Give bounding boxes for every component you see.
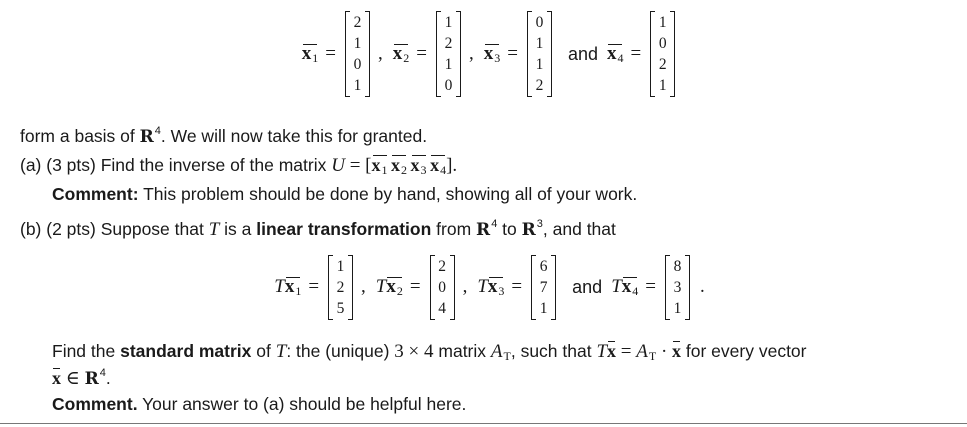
vector-symbol: $x_4$ [606, 42, 624, 65]
basis-vector-2: $x_2$ = 1 2 1 0 , [393, 11, 484, 97]
matrix-entry: 8 [673, 257, 682, 275]
intro-line: form a basis of $R^4$. We will now take this for granted. [20, 125, 428, 147]
matrix-entry: 0 [535, 14, 544, 31]
matrix-entry: 1 [535, 35, 544, 52]
bottom-divider [0, 423, 967, 424]
matrix-entry: 4 [438, 299, 446, 317]
matrix-entry: 1 [444, 14, 453, 31]
matrix-entry: 1 [673, 299, 682, 317]
matrix-entry: 5 [336, 299, 345, 317]
matrix-entry: 2 [336, 278, 345, 296]
column-matrix [527, 11, 552, 97]
and-word: and [567, 43, 598, 64]
part-a-comment: Comment: This problem should be done by hand, showing all of your work. [52, 184, 638, 204]
column-matrix [328, 255, 353, 320]
matrix-entry: 1 [353, 77, 362, 94]
matrix-entry: 6 [539, 257, 548, 275]
vector-symbol: $x_2$ [392, 42, 410, 65]
matrix-entry: 2 [535, 77, 544, 94]
matrix-entry: 1 [658, 14, 667, 31]
image-vector-3: T $x_3$ = 6 7 1 [477, 255, 558, 320]
part-b-line: (b) (2 pts) Suppose that T is a linear transformation from $R^4$ to $R^3$, and that [20, 218, 616, 240]
matrix-entry: 0 [658, 35, 667, 52]
matrix-entry: 1 [444, 56, 453, 73]
column-matrix [650, 11, 675, 97]
matrix-entry: 7 [539, 278, 548, 296]
column-matrix [430, 255, 455, 320]
column-matrix [436, 11, 461, 97]
matrix-entry: 1 [353, 35, 362, 52]
matrix-entry: 0 [444, 77, 453, 94]
image-vector-4: T $x_4$ = 8 3 1 . [611, 255, 715, 320]
image-vector-1: T $x_1$ = 1 2 5 , [274, 255, 376, 320]
basis-equation-row [0, 8, 967, 100]
matrix-entry: 2 [353, 14, 362, 31]
matrix-entry: 1 [535, 56, 544, 73]
matrix-entry: 2 [444, 35, 453, 52]
matrix-entry: 1 [336, 257, 345, 275]
image-equation-row [0, 252, 967, 322]
column-matrix [345, 11, 370, 97]
column-matrix [531, 255, 556, 320]
basis-vector-4: $x_4$ = 1 0 2 1 [607, 11, 677, 97]
matrix-entry: 2 [658, 56, 667, 73]
matrix-entry: 0 [353, 56, 362, 73]
part-b-comment: Comment. Your answer to (a) should be helpful here. [52, 394, 467, 414]
column-matrix [665, 255, 690, 320]
find-standard-matrix-line: Find the standard matrix of T: the (unique) 3 × 4 matrix $A_T$, such that T $x = A_T$ · x for every vector [52, 341, 807, 363]
matrix-entry: 0 [438, 278, 446, 296]
image-vector-2: T $x_2$ = 2 0 4 , [376, 255, 478, 320]
matrix-entry: 2 [438, 257, 446, 275]
basis-vector-1: $x_1$ = 2 1 0 1 , [302, 11, 393, 97]
and-word: and [572, 276, 603, 297]
basis-vector-3: $x_3$ = 0 1 1 2 [484, 11, 554, 97]
vector-symbol: $x_3$ [483, 42, 501, 65]
matrix-entry: 3 [673, 278, 682, 296]
vector-symbol: $x_1$ [301, 42, 319, 65]
matrix-entry: 1 [539, 299, 548, 317]
part-a-line: (a) (3 pts) Find the inverse of the matrix U = [ $x_1$ $x_2$ $x_3$ $x_4$]. [20, 155, 458, 177]
find-line-2: x ∈ $R^4$. [52, 367, 111, 389]
matrix-entry: 1 [658, 77, 667, 94]
